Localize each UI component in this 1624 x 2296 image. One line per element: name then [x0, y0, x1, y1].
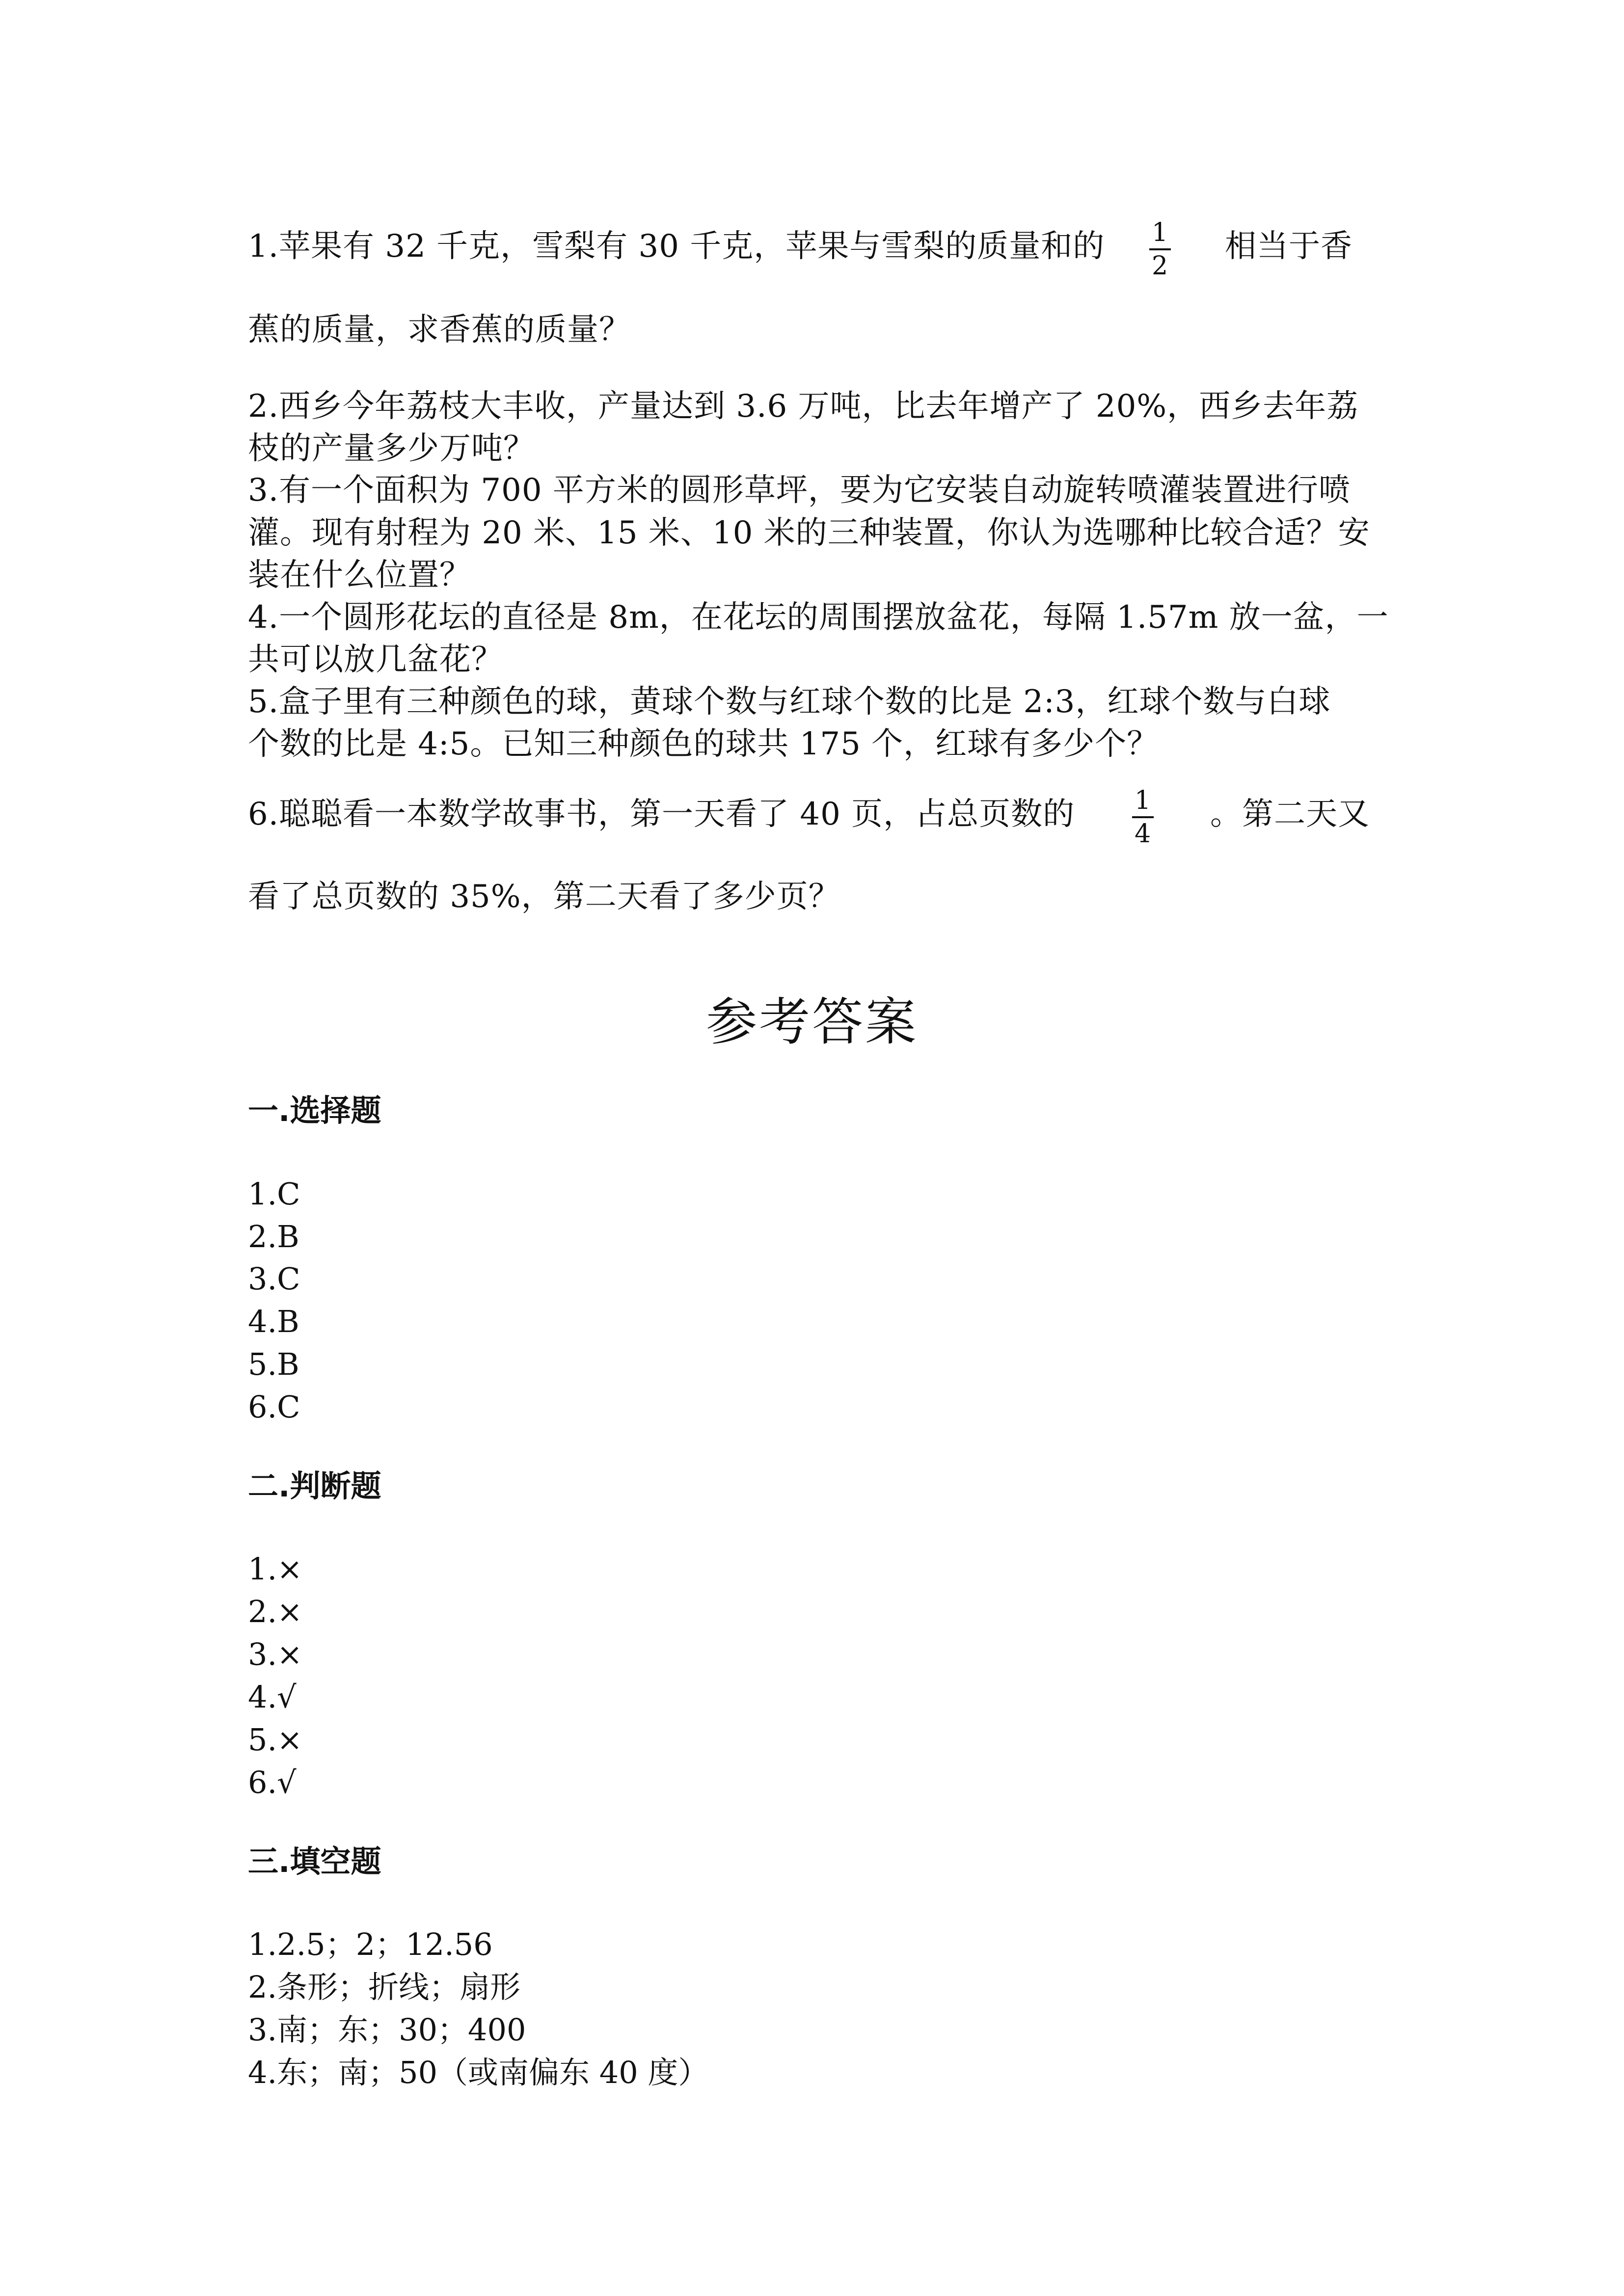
answer-item: 1.C: [248, 1176, 300, 1212]
question-5-line-2: 个数的比是 4:5。已知三种颜色的球共 175 个，红球有多少个？: [248, 726, 1159, 762]
answer-item: 6.√: [248, 1764, 297, 1800]
fraction-denominator: 4: [1135, 819, 1151, 849]
fraction-numerator: 1: [1135, 786, 1151, 815]
answer-item: 2.B: [248, 1219, 299, 1255]
answers-title: 参考答案: [705, 992, 918, 1052]
answer-item: 5.B: [248, 1346, 299, 1382]
question-1-line-2: 蕉的质量，求香蕉的质量？: [248, 312, 631, 348]
question-2-line-2: 枝的产量多少万吨？: [248, 430, 535, 467]
section-heading-choice: 一.选择题: [248, 1093, 381, 1128]
question-2-line-1: 2.西乡今年荔枝大丰收，产量达到 3.6 万吨，比去年增产了 20%，西乡去年荔: [248, 388, 1359, 425]
question-6-line-1: 6.聪聪看一本数学故事书，第一天看了 40 页，占总页数的: [248, 796, 1075, 832]
question-3-line-1: 3.有一个面积为 700 平方米的圆形草坪，要为它安装自动旋转喷灌装置进行喷: [248, 472, 1351, 508]
answer-item: 3.C: [248, 1261, 300, 1297]
question-3-line-3: 装在什么位置？: [248, 557, 471, 593]
answer-item: 2.条形；折线；扇形: [248, 1969, 521, 2005]
question-5-line-1: 5.盒子里有三种颜色的球，黄球个数与红球个数的比是 2:3，红球个数与白球: [248, 684, 1331, 720]
answer-item: 4.东；南；50（或南偏东 40 度）: [248, 2055, 709, 2090]
answer-item: 6.C: [248, 1389, 300, 1425]
answer-item: 1.2.5；2；12.56: [248, 1926, 493, 1962]
answer-item: 4.B: [248, 1304, 299, 1339]
question-1-line-1: 1.苹果有 32 千克，雪梨有 30 千克，苹果与雪梨的质量和的: [248, 228, 1105, 265]
answer-item: 3.南；东；30；400: [248, 2012, 526, 2048]
question-6-fraction: [1132, 788, 1154, 847]
answer-item: 5.×: [248, 1722, 303, 1758]
question-4-line-2: 共可以放几盆花？: [248, 641, 503, 678]
answer-item: 2.×: [248, 1594, 303, 1629]
question-1-line-1-tail: 相当于香: [1225, 228, 1353, 265]
question-6-line-2: 看了总页数的 35%，第二天看了多少页？: [248, 879, 840, 915]
answer-item: 1.×: [248, 1551, 303, 1587]
answer-item: 3.×: [248, 1636, 303, 1672]
fraction-numerator: 1: [1152, 218, 1168, 247]
question-3-line-2: 灌。现有射程为 20 米、15 米、10 米的三种装置，你认为选哪种比较合适？安: [248, 515, 1370, 551]
question-4-line-1: 4.一个圆形花坛的直径是 8m，在花坛的周围摆放盆花，每隔 1.57m 放一盆，一: [248, 599, 1389, 636]
section-heading-judgement: 二.判断题: [248, 1468, 381, 1504]
answer-item: 4.√: [248, 1679, 297, 1715]
section-heading-fill-blank: 三.填空题: [248, 1843, 381, 1879]
fraction-denominator: 2: [1152, 251, 1168, 281]
question-1-fraction: [1149, 220, 1171, 279]
question-6-line-1-tail: 。第二天又: [1210, 796, 1370, 832]
